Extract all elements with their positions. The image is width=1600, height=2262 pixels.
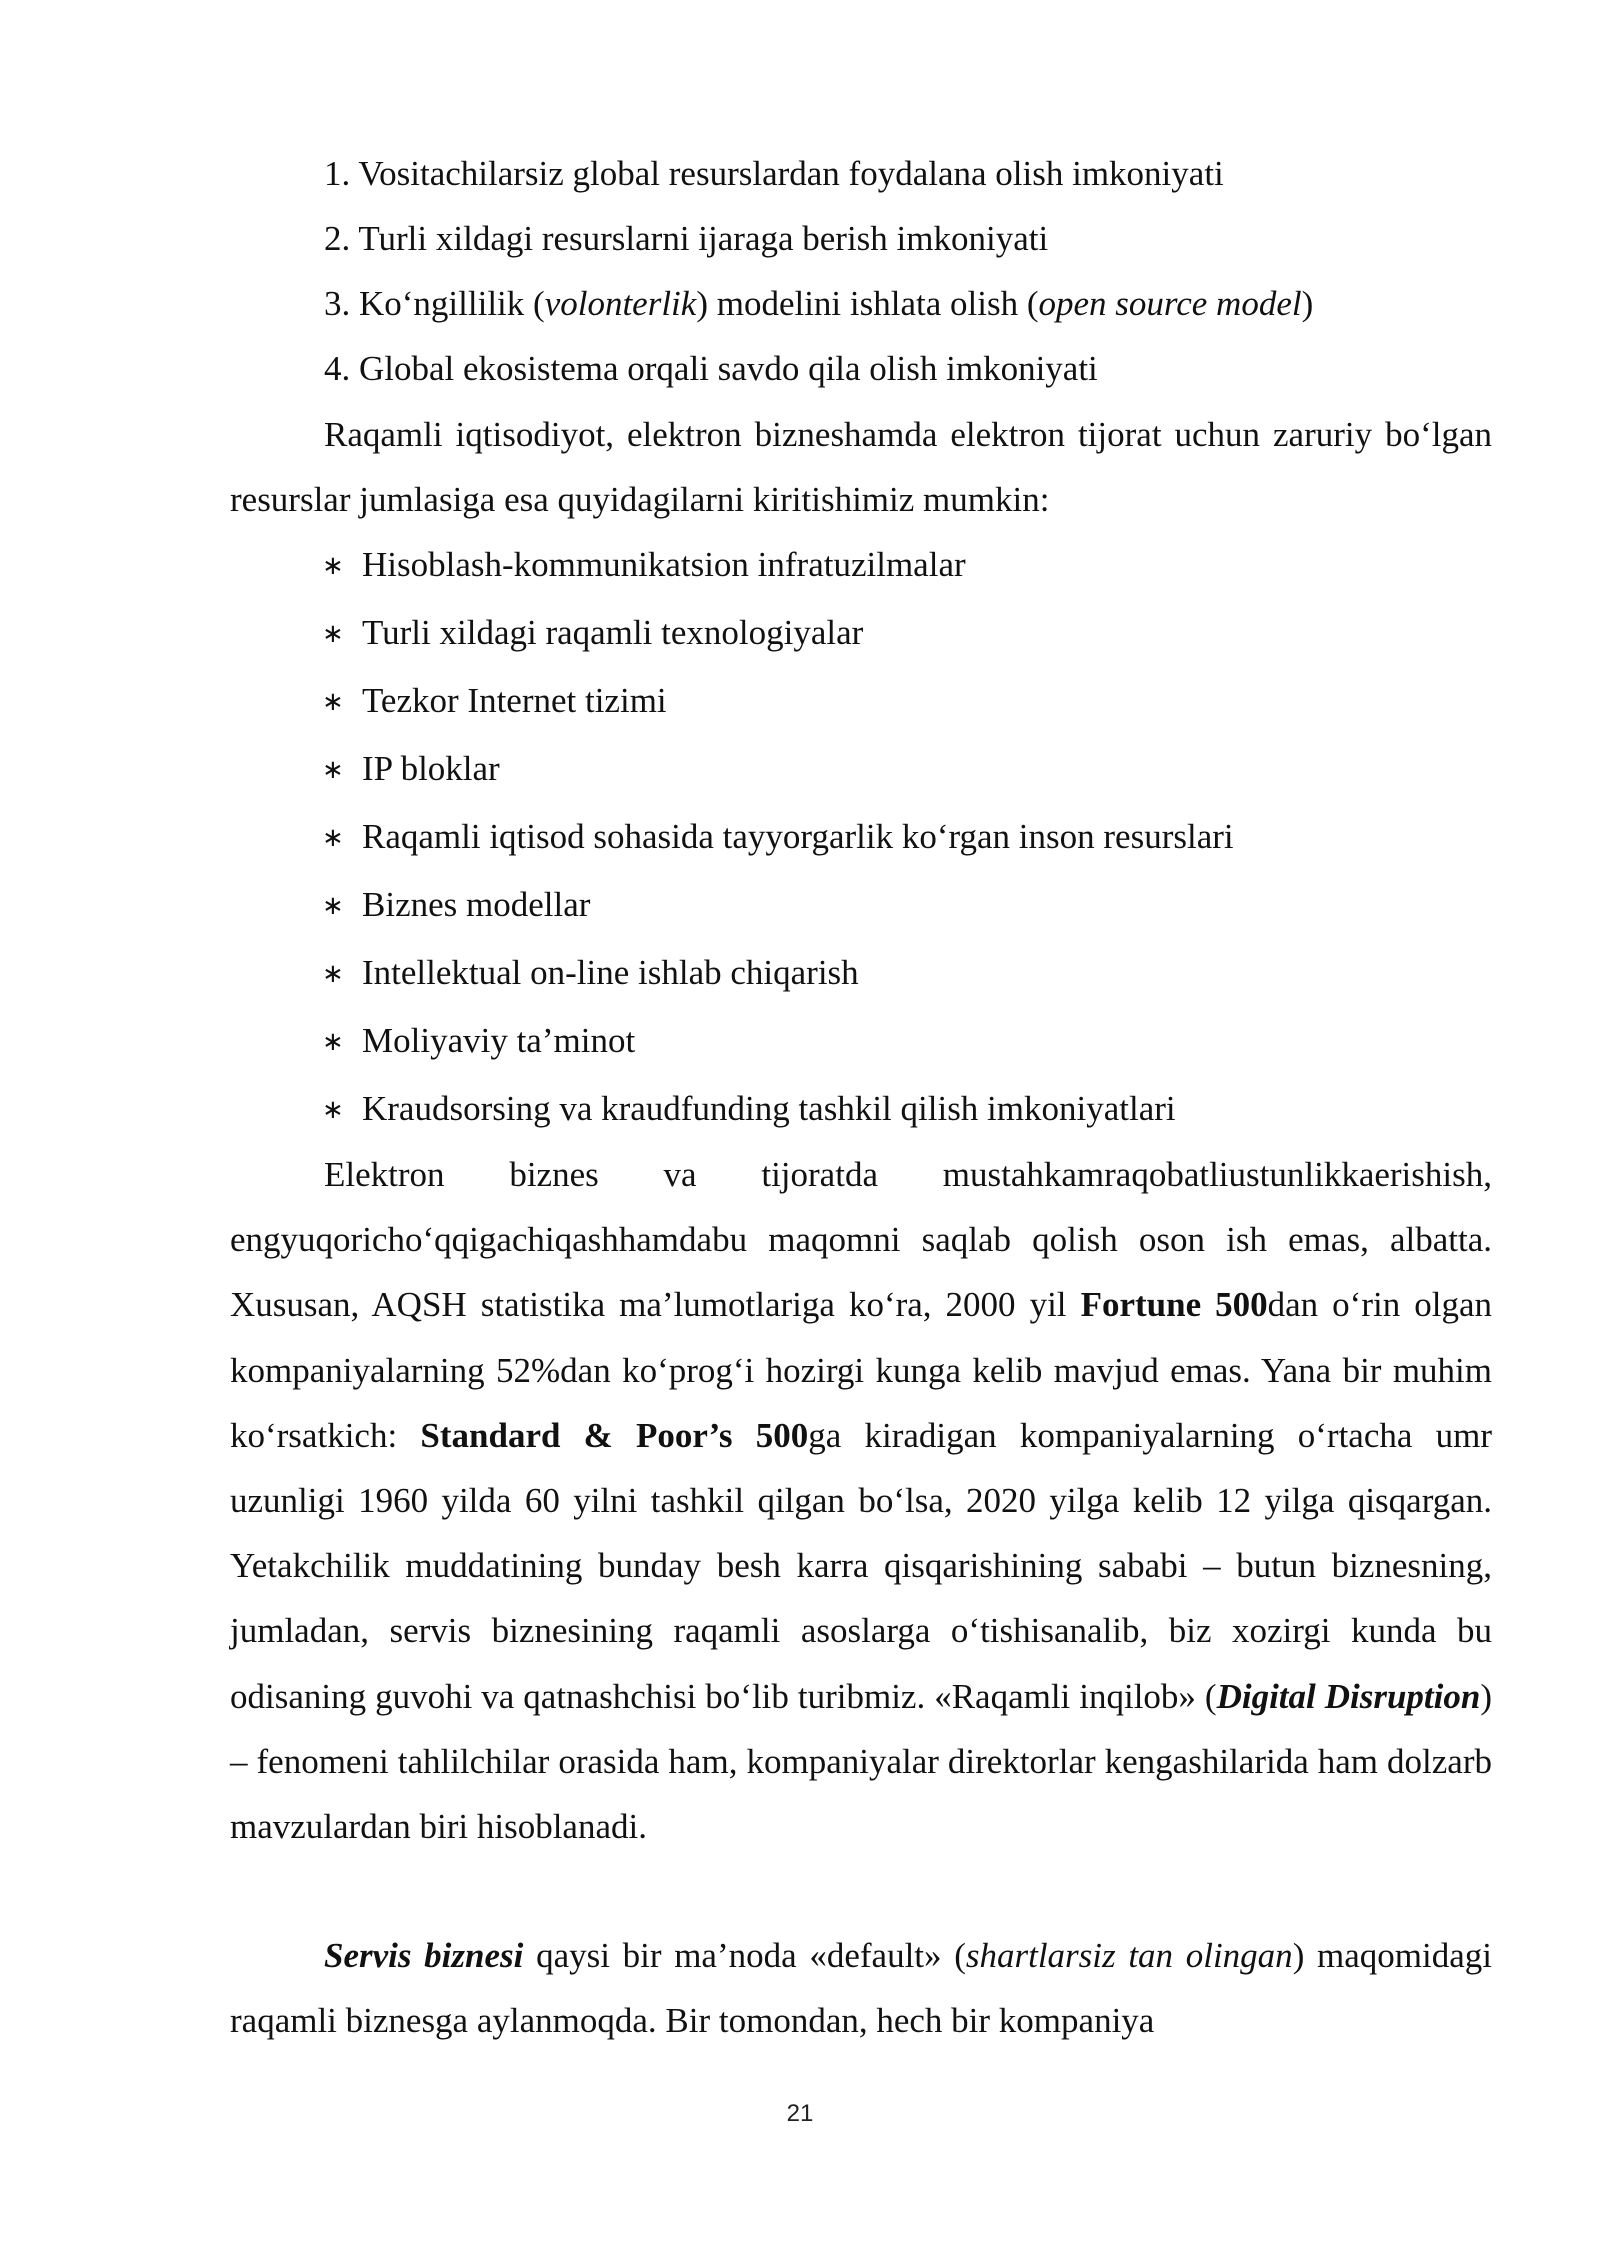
body-paragraph-3 bbox=[230, 1923, 1492, 2053]
bullet-item-2 bbox=[322, 611, 863, 656]
numbered-item-3 bbox=[324, 282, 1313, 326]
bullet-text: IP bloklar bbox=[362, 749, 500, 788]
intro-paragraph: Raqamli iqtisodiyot, elektron bizneshamda elektron tijorat uchun zaruriy bo‘lgan resurslar jumlasiga esa quyidagilarni kiritishimiz mumkin: bbox=[230, 415, 1492, 520]
bullet-star-icon: ∗ bbox=[322, 551, 344, 581]
paragraph-3-text-a: qaysi bir ma’noda «default» ( bbox=[523, 1936, 966, 1975]
bullet-item-7 bbox=[322, 951, 859, 996]
bullet-star-icon: ∗ bbox=[322, 891, 344, 921]
bullet-star-icon: ∗ bbox=[322, 959, 344, 989]
bullet-text: Hisoblash-kommunikatsion infratuzilmalar bbox=[362, 545, 966, 584]
bullet-item-9 bbox=[322, 1087, 1176, 1132]
bullet-item-4 bbox=[322, 747, 500, 792]
bullet-star-icon: ∗ bbox=[322, 1027, 344, 1057]
numbered-item-3-text-mid: ) modelini ishlata olish ( bbox=[696, 284, 1039, 323]
paragraph-2-text-d: ) – fenomeni tahlilchilar orasida ham, kompaniyalar direktorlar kengashilarida ham dolzarb mavzulardan biri hisoblanadi. bbox=[230, 1676, 1493, 1847]
paragraph-2-text-c: ga kiradigan kompaniyalarning o‘rtacha umr uzunligi 1960 yilda 60 yilni tashkil qilgan bo‘lsa, 2020 yilga kelib 12 yilga qisqargan. Yetakchilik muddatining bunday besh karra qisqarishining sababi – butun biznesning, jumladan, servis biznesining raqamli asoslarga o‘tishisanalib, biz xozirgi kunda bu odisaning guvohi va qatnashchisi bo‘lib turibmiz. «Raqamli inqilob» ( bbox=[230, 1415, 1492, 1716]
bullet-item-6 bbox=[322, 883, 590, 928]
volonterlik-term: volonterlik bbox=[544, 284, 697, 323]
bullet-text: Tezkor Internet tizimi bbox=[362, 681, 667, 720]
bullet-item-3 bbox=[322, 679, 667, 724]
bullet-text: Turli xildagi raqamli texnologiyalar bbox=[362, 613, 864, 652]
bullet-text: Kraudsorsing va kraudfunding tashkil qilish imkoniyatlari bbox=[362, 1089, 1176, 1128]
paragraph-2-text-a: Elektron biznes va tijoratda mustahkamraqobatliustunlikkaerishish, engyuqoricho‘qqigachiqashhamdabu maqomni saqlab qolish oson ish emas, albatta. Xususan, AQSH statistika ma’lumotlariga ko‘ra, 2000 yil bbox=[230, 1155, 1492, 1325]
shartlarsiz-term: shartlarsiz tan olingan bbox=[965, 1936, 1293, 1975]
digital-disruption-term: Digital Disruption bbox=[1216, 1676, 1481, 1716]
bullet-star-icon: ∗ bbox=[322, 1095, 344, 1125]
bullet-item-8 bbox=[322, 1019, 635, 1064]
bullet-text: Raqamli iqtisod sohasida tayyorgarlik ko‘rgan inson resurslari bbox=[362, 817, 1234, 856]
bullet-star-icon: ∗ bbox=[322, 755, 344, 785]
bullet-text: Moliyaviy ta’minot bbox=[362, 1021, 636, 1060]
sp-500-term: Standard & Poor’s 500 bbox=[420, 1415, 809, 1455]
bullet-item-5 bbox=[322, 815, 1234, 860]
bullet-item-1 bbox=[322, 543, 966, 588]
numbered-item-3-text: 3. Ko‘ngillilik ( bbox=[324, 284, 545, 323]
numbered-item-2: 2. Turli xildagi resurslarni ijaraga berish imkoniyati bbox=[324, 219, 1049, 258]
bullet-text: Intellektual on-line ishlab chiqarish bbox=[362, 953, 859, 992]
body-paragraph-2 bbox=[230, 1142, 1492, 1859]
servis-biznesi-term: Servis biznesi bbox=[324, 1936, 524, 1975]
bullet-text: Biznes modellar bbox=[362, 885, 591, 924]
numbered-item-3-text-end: ) bbox=[1301, 284, 1314, 323]
page-number: 21 bbox=[786, 2100, 814, 2127]
bullet-star-icon: ∗ bbox=[322, 823, 344, 853]
paragraph-2-text-b: dan o‘rin olgan kompaniyalarning 52%dan ko‘prog‘i hozirgi kunga kelib mavjud emas. Yana bir muhim ko‘rsatkich: bbox=[230, 1285, 1492, 1455]
paragraph-3-text-b: ) maqomidagi raqamli biznesga aylanmoqda. Bir tomondan, hech bir kompaniya bbox=[230, 1936, 1492, 2041]
numbered-item-4: 4. Global ekosistema orqali savdo qila olish imkoniyati bbox=[324, 349, 1098, 388]
numbered-item-1: 1. Vositachilarsiz global resurslardan foydalana olish imkoniyati bbox=[324, 154, 1224, 193]
bullet-star-icon: ∗ bbox=[322, 619, 344, 649]
open-source-model-term: open source model bbox=[1038, 284, 1302, 323]
fortune-500-term: Fortune 500 bbox=[1080, 1285, 1268, 1325]
bullet-star-icon: ∗ bbox=[322, 687, 344, 717]
